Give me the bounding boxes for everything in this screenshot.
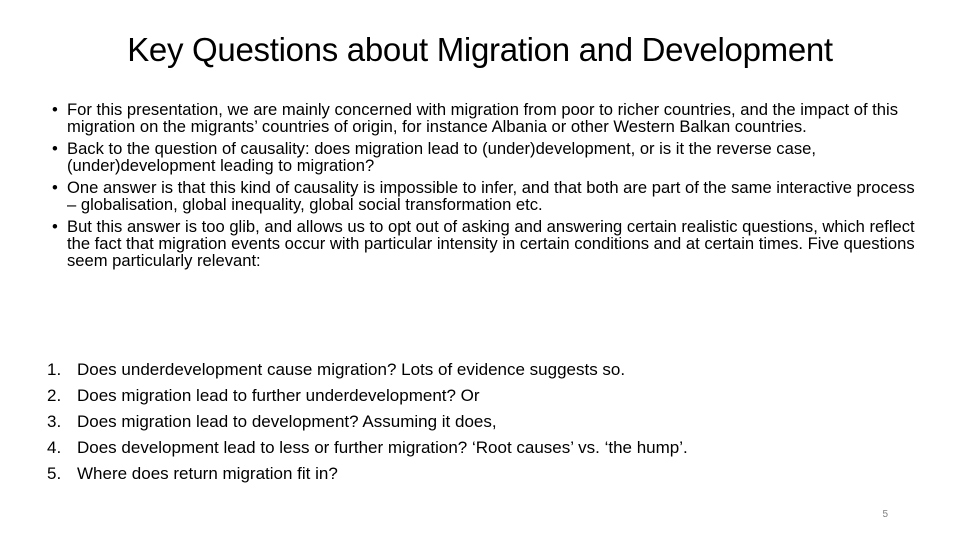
bullet-marker: • xyxy=(52,178,58,197)
question-item xyxy=(47,435,927,461)
question-number: 2. xyxy=(47,386,62,405)
bullet-text: But this answer is too glib, and allows us to opt out of asking and answering certain realistic questions, which reflect the fact that migration events occur with particular intensity in certain conditions and at certain times. Five questions seem particularly relevant: xyxy=(67,217,915,270)
question-number: 3. xyxy=(47,412,62,431)
question-number: 5. xyxy=(47,464,62,483)
bullet-marker: • xyxy=(52,139,58,158)
slide-title: Key Questions about Migration and Development xyxy=(127,31,833,68)
question-item xyxy=(47,383,927,409)
question-list xyxy=(47,357,927,487)
question-number: 4. xyxy=(47,438,62,457)
question-item xyxy=(47,357,927,383)
bullet-text: Back to the question of causality: does migration lead to (under)development, or is it the reverse case, (under)development leading to migration? xyxy=(67,139,816,175)
page-number: 5 xyxy=(882,509,888,520)
question-number: 1. xyxy=(47,360,62,379)
question-text: Does migration lead to development? Assuming it does, xyxy=(77,412,497,431)
bullet-item xyxy=(50,101,920,135)
bullet-item xyxy=(50,140,920,174)
bullet-list xyxy=(50,101,920,274)
bullet-text: For this presentation, we are mainly concerned with migration from poor to richer countries, and the impact of this migration on the migrants’ countries of origin, for instance Albania or other Western Balkan countries. xyxy=(67,100,898,136)
question-text: Where does return migration fit in? xyxy=(77,464,338,483)
bullet-item xyxy=(50,218,920,269)
bullet-text: One answer is that this kind of causality is impossible to infer, and that both are part of the same interactive process – globalisation, global inequality, global social transformation etc. xyxy=(67,178,915,214)
question-text: Does migration lead to further underdevelopment? Or xyxy=(77,386,480,405)
bullet-marker: • xyxy=(52,217,58,236)
question-text: Does underdevelopment cause migration? Lots of evidence suggests so. xyxy=(77,360,626,379)
question-text: Does development lead to less or further migration? ‘Root causes’ vs. ‘the hump’. xyxy=(77,438,688,457)
bullet-item xyxy=(50,179,920,213)
question-item xyxy=(47,461,927,487)
question-item xyxy=(47,409,927,435)
bullet-marker: • xyxy=(52,100,58,119)
